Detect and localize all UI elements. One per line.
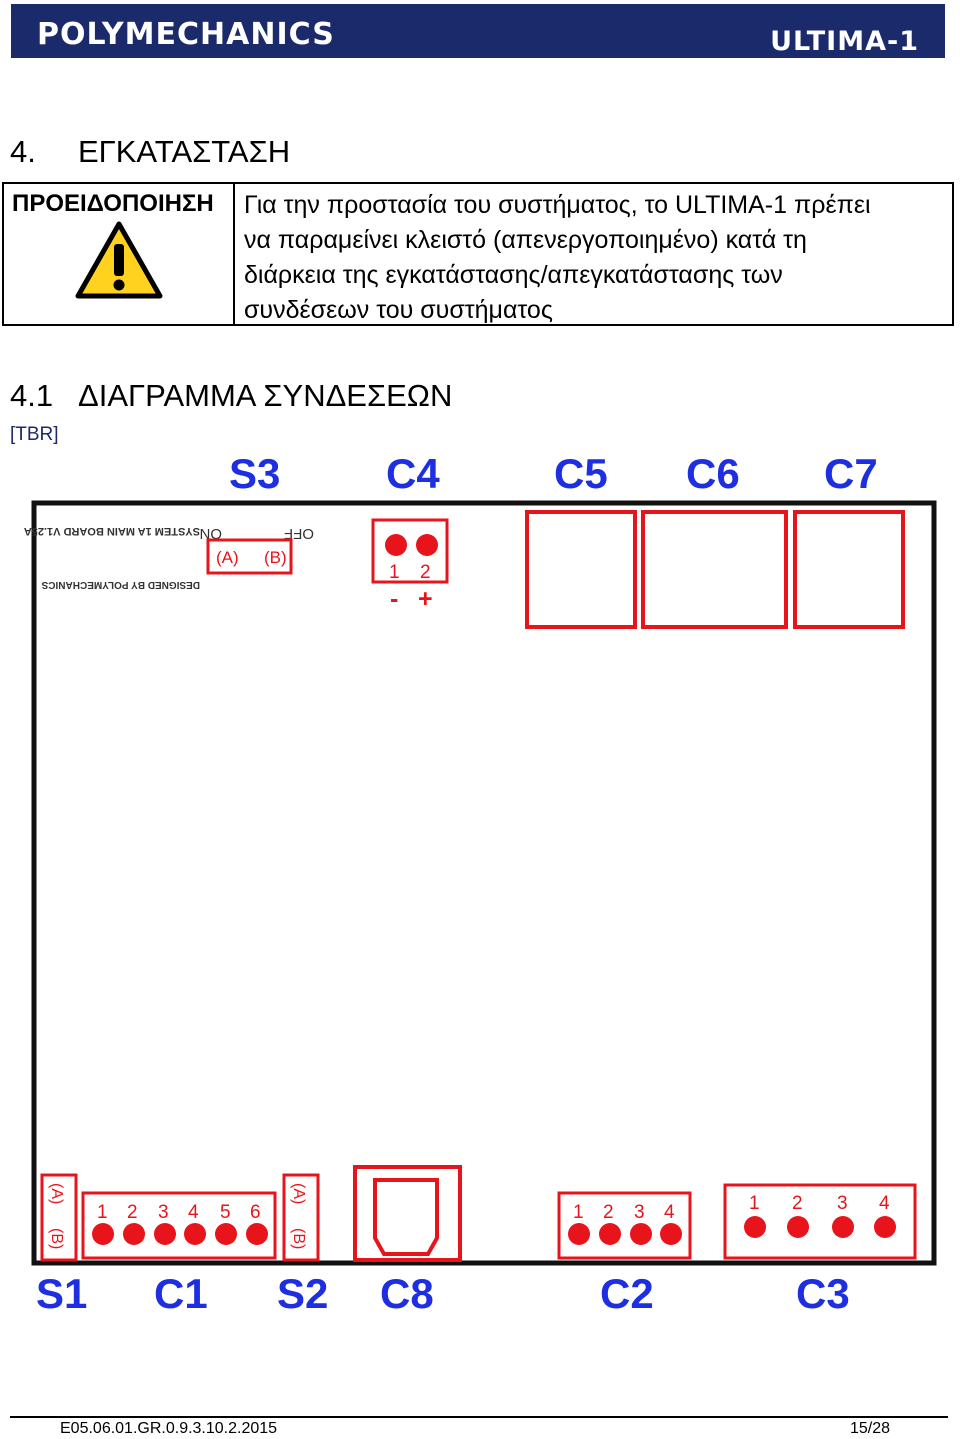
c4-pin-dot <box>416 534 438 556</box>
warning-line: διάρκεια της εγκατάστασης/απεγκατάστασης των <box>244 261 783 289</box>
c3-pin-3: 3 <box>837 1193 848 1214</box>
c2-pin-2: 2 <box>603 1202 614 1223</box>
c5-connector <box>527 512 635 627</box>
c8-usb-port <box>375 1180 437 1254</box>
label-c3: C3 <box>796 1270 850 1317</box>
c3-pin-4: 4 <box>879 1193 890 1214</box>
s1-pin-b: (B) <box>48 1228 65 1250</box>
c1-pin-3: 3 <box>158 1202 169 1223</box>
c1-pin-2: 2 <box>127 1202 138 1223</box>
label-c1: C1 <box>154 1270 208 1317</box>
c2-pin-1: 1 <box>573 1202 584 1223</box>
board-silkscreen <box>24 525 200 537</box>
c1-pin-6: 6 <box>250 1202 261 1223</box>
label-s1: S1 <box>36 1270 88 1317</box>
document-code: E05.06.01.GR.0.9.3.10.2.2015 <box>60 1420 278 1437</box>
c4-plus: + <box>418 585 433 613</box>
c3-pin-2: 2 <box>792 1193 803 1214</box>
c3-pin-dot <box>832 1216 854 1238</box>
c1-pin-1: 1 <box>97 1202 108 1223</box>
page-number: 15/28 <box>850 1420 891 1437</box>
board-text-on: ON <box>199 525 222 542</box>
subsection-title: ΔΙΑΓΡΑΜΜΑ ΣΥΝΔΕΣΕΩΝ <box>78 378 453 413</box>
c2-pin-3: 3 <box>634 1202 645 1223</box>
label-s2: S2 <box>277 1270 329 1317</box>
c1-pin-4: 4 <box>188 1202 199 1223</box>
c1-pin-dot <box>215 1223 237 1245</box>
c4-pin-2: 2 <box>420 562 431 583</box>
s2-pin-b: (B) <box>290 1228 307 1250</box>
footer-rule <box>10 1416 948 1418</box>
c4-pin-1: 1 <box>389 562 400 583</box>
c3-pin-1: 1 <box>749 1193 760 1214</box>
s3-pin-b: (B) <box>264 548 287 567</box>
c3-pin-dot <box>874 1216 896 1238</box>
c4-pin-dot <box>385 534 407 556</box>
label-c4: C4 <box>386 450 440 497</box>
s3-pin-a: (A) <box>216 548 239 567</box>
section-number: 4. <box>10 134 36 169</box>
c2-pin-dot <box>568 1223 590 1245</box>
warning-line: να παραμείνει κλειστό (απενεργοποιημένο) κατά τη <box>244 226 807 254</box>
board-text-off: OFF <box>284 525 314 542</box>
c1-connector <box>83 1193 275 1258</box>
c4-minus: - <box>390 585 399 613</box>
c1-pin-dot <box>184 1223 206 1245</box>
board-text-line1: SYSTEM 1A MAIN BOARD V1.25A <box>23 525 200 537</box>
tbr-note: [TBR] <box>10 424 59 445</box>
c3-pin-dot <box>744 1216 766 1238</box>
c1-pin-dot <box>92 1223 114 1245</box>
warning-line: Για την προστασία του συστήματος, το ULTIMA-1 πρέπει <box>244 191 871 219</box>
c1-pin-dot <box>123 1223 145 1245</box>
c2-pin-dot <box>660 1223 682 1245</box>
c1-pin-dot <box>246 1223 268 1245</box>
label-s3: S3 <box>229 450 281 497</box>
label-c8: C8 <box>380 1270 434 1317</box>
c2-pin-dot <box>599 1223 621 1245</box>
c7-connector <box>795 512 903 627</box>
board-text-line2: DESIGNED BY POLYMECHANICS <box>41 579 200 590</box>
warning-line: συνδέσεων του συστήματος <box>244 296 553 324</box>
c3-pin-dot <box>787 1216 809 1238</box>
label-c6: C6 <box>686 450 740 497</box>
c6-connector <box>643 512 786 627</box>
c1-pin-dot <box>154 1223 176 1245</box>
label-c2: C2 <box>600 1270 654 1317</box>
section-title: ΕΓΚΑΤΑΣΤΑΣΗ <box>78 134 291 169</box>
c2-pin-4: 4 <box>664 1202 675 1223</box>
brand-logo: POLYMECHANICS <box>37 17 335 52</box>
s2-pin-a: (A) <box>290 1183 307 1205</box>
product-logo: ULTIMA-1 <box>770 26 919 57</box>
c2-pin-dot <box>630 1223 652 1245</box>
board-outline <box>34 503 934 1263</box>
warning-label: ΠΡΟΕΙΔΟΠΟΙΗΣΗ <box>12 190 214 217</box>
subsection-number: 4.1 <box>10 378 54 413</box>
label-c7: C7 <box>824 450 878 497</box>
s1-pin-a: (A) <box>48 1183 65 1205</box>
c1-pin-5: 5 <box>220 1202 231 1223</box>
label-c5: C5 <box>554 450 608 497</box>
